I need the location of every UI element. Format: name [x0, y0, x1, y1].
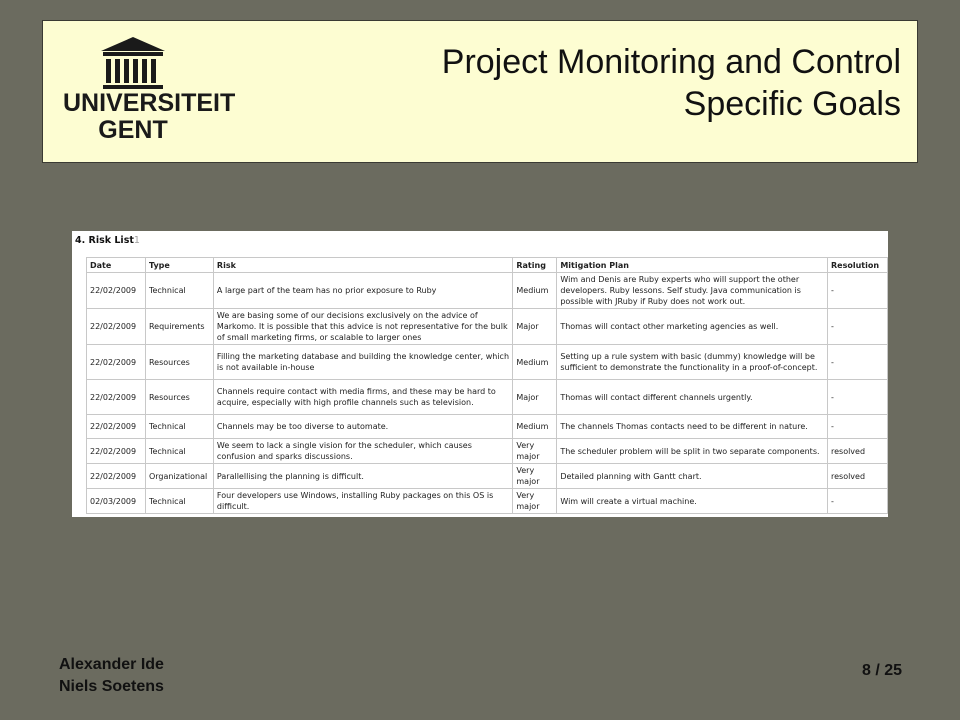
building-icon	[63, 35, 203, 91]
cell-type: Technical	[145, 273, 213, 309]
column-header-type: Type	[145, 258, 213, 273]
cell-date: 02/03/2009	[87, 489, 146, 514]
document-heading	[75, 235, 888, 246]
cell-rating: Major	[513, 380, 557, 415]
table-row	[87, 380, 888, 415]
cell-type: Technical	[145, 439, 213, 464]
authors	[59, 654, 164, 698]
risk-list-document	[72, 231, 888, 517]
slide-title-line1: Project Monitoring and Control	[441, 43, 901, 81]
table-row	[87, 489, 888, 514]
cell-resolution: -	[827, 489, 887, 514]
slide-title-line2: Specific Goals	[683, 85, 901, 123]
cell-rating: Medium	[513, 273, 557, 309]
cell-rating: Very major	[513, 439, 557, 464]
column-header-risk: Risk	[213, 258, 512, 273]
cell-type: Organizational	[145, 464, 213, 489]
slide-title	[442, 41, 901, 125]
cell-mitigation-plan: Thomas will contact other marketing agencies as well.	[557, 309, 828, 345]
cell-rating: Very major	[513, 464, 557, 489]
cell-type: Requirements	[145, 309, 213, 345]
cell-resolution: -	[827, 273, 887, 309]
document-heading-text: 4. Risk List	[75, 235, 134, 246]
cell-resolution: resolved	[827, 464, 887, 489]
cell-mitigation-plan: Setting up a rule system with basic (dummy) knowledge will be sufficient to demonstrate the functionality in a proof-of-concept.	[557, 345, 828, 380]
cell-resolution: -	[827, 415, 887, 439]
cell-rating: Major	[513, 309, 557, 345]
cell-date: 22/02/2009	[87, 345, 146, 380]
cell-mitigation-plan: Thomas will contact different channels urgently.	[557, 380, 828, 415]
cell-resolution: -	[827, 380, 887, 415]
cell-mitigation-plan: Wim and Denis are Ruby experts who will support the other developers. Ruby lessons. Self study. Java communication is possible with JRuby if Ruby does not work out.	[557, 273, 828, 309]
cell-type: Technical	[145, 415, 213, 439]
cell-type: Resources	[145, 380, 213, 415]
risk-table	[86, 257, 888, 514]
table-row	[87, 464, 888, 489]
cell-risk: Filling the marketing database and building the knowledge center, which is not available in-house	[213, 345, 512, 380]
cell-type: Technical	[145, 489, 213, 514]
cell-risk: Parallellising the planning is difficult.	[213, 464, 512, 489]
cell-risk: Channels require contact with media firms, and these may be hard to acquire, especially with high profile channels such as television.	[213, 380, 512, 415]
cell-mitigation-plan: Detailed planning with Gantt chart.	[557, 464, 828, 489]
cell-rating: Medium	[513, 345, 557, 380]
cell-rating: Medium	[513, 415, 557, 439]
cell-date: 22/02/2009	[87, 464, 146, 489]
cell-date: 22/02/2009	[87, 273, 146, 309]
cell-resolution: resolved	[827, 439, 887, 464]
table-row	[87, 439, 888, 464]
column-header-resolution: Resolution	[827, 258, 887, 273]
table-row	[87, 345, 888, 380]
cell-resolution: -	[827, 309, 887, 345]
table-row	[87, 415, 888, 439]
page-number: 8 / 25	[861, 662, 902, 679]
cell-date: 22/02/2009	[87, 439, 146, 464]
cell-type: Resources	[145, 345, 213, 380]
cell-risk: We are basing some of our decisions exclusively on the advice of Markomo. It is possible that this advice is not representative for the bulk of small marketing firms, or scalable to larger ones	[213, 309, 512, 345]
cell-date: 22/02/2009	[87, 415, 146, 439]
cell-date: 22/02/2009	[87, 380, 146, 415]
cell-resolution: -	[827, 345, 887, 380]
cell-risk: A large part of the team has no prior exposure to Ruby	[213, 273, 512, 309]
cell-risk: Channels may be too diverse to automate.	[213, 415, 512, 439]
column-header-date: Date	[87, 258, 146, 273]
document-heading-marker: 1	[133, 235, 140, 246]
cell-mitigation-plan: Wim will create a virtual machine.	[557, 489, 828, 514]
table-row	[87, 309, 888, 345]
logo-text-line2: GENT	[98, 116, 168, 144]
table-header-row	[87, 258, 888, 273]
cell-date: 22/02/2009	[87, 309, 146, 345]
column-header-mitigation-plan: Mitigation Plan	[557, 258, 828, 273]
column-header-rating: Rating	[513, 258, 557, 273]
cell-mitigation-plan: The scheduler problem will be split in two separate components.	[557, 439, 828, 464]
cell-rating: Very major	[513, 489, 557, 514]
cell-risk: Four developers use Windows, installing Ruby packages on this OS is difficult.	[213, 489, 512, 514]
author-name: Alexander Ide	[59, 656, 164, 673]
logo-text-line1: UNIVERSITEIT	[63, 89, 236, 117]
ugent-logo	[63, 35, 236, 145]
table-row	[87, 273, 888, 309]
cell-mitigation-plan: The channels Thomas contacts need to be different in nature.	[557, 415, 828, 439]
slide-header	[42, 20, 918, 163]
author-name: Niels Soetens	[59, 678, 164, 695]
cell-risk: We seem to lack a single vision for the scheduler, which causes confusion and sparks discussions.	[213, 439, 512, 464]
